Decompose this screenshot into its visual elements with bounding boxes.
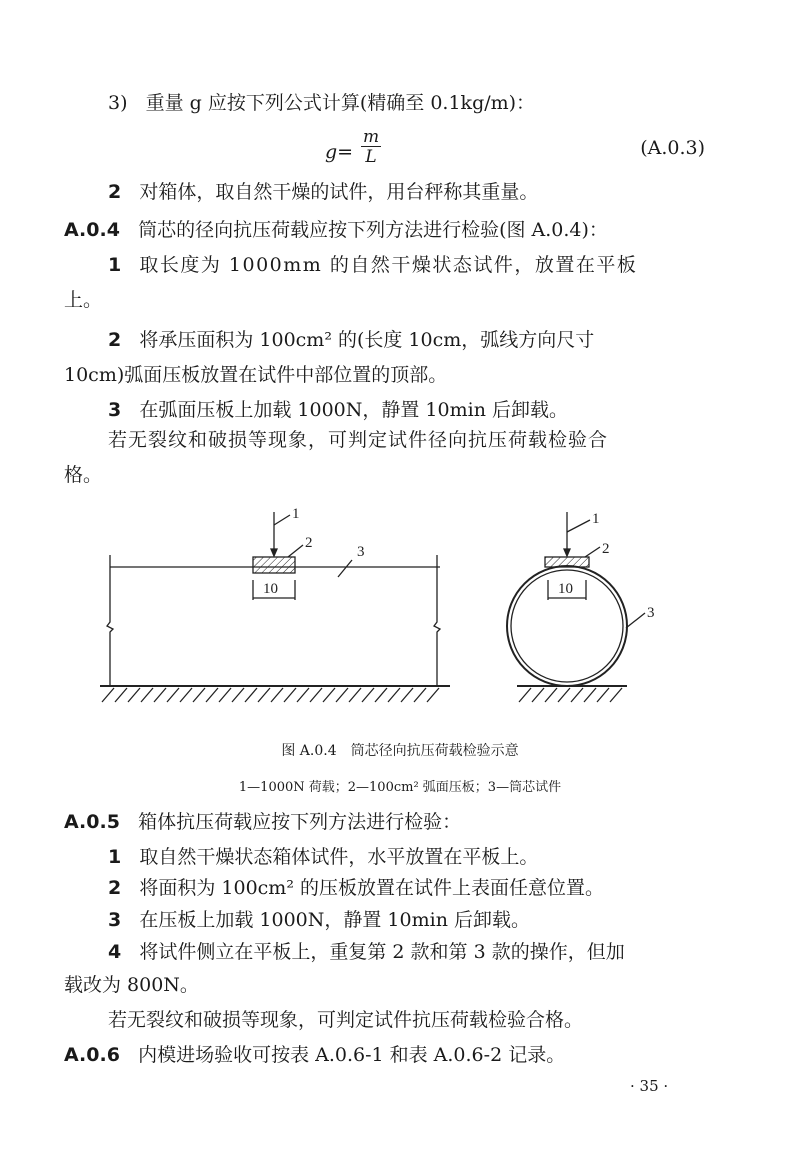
page-number: · 35 · [630, 1077, 669, 1095]
hatch-stroke [271, 688, 283, 702]
hatch-stroke [584, 688, 596, 702]
hatch-stroke [297, 688, 309, 702]
item-text: 载改为 800N。 [64, 974, 199, 996]
hatch-stroke [284, 688, 296, 702]
formula-denominator: L [365, 147, 377, 167]
label-3: 3 [647, 605, 655, 621]
label-3: 3 [357, 544, 365, 560]
item-text: 10cm)弧面压板放置在试件中部位置的顶部。 [64, 364, 448, 386]
hatch-stroke [545, 688, 557, 702]
leader-2 [585, 547, 600, 557]
clause-text: 箱体抗压荷载应按下列方法进行检验： [138, 811, 462, 833]
label-10: 10 [558, 581, 573, 597]
hatch-stroke [597, 688, 609, 702]
item-number: 1 [108, 846, 122, 868]
hatch-stroke [310, 688, 322, 702]
label-1: 1 [592, 511, 600, 527]
hatch-stroke [375, 688, 387, 702]
label-1: 1 [292, 506, 300, 522]
item-number: 3 [108, 399, 122, 421]
ground-hatch [102, 688, 439, 702]
hatch-stroke [154, 688, 166, 702]
item-text: 上。 [64, 289, 103, 311]
item-text: 若无裂纹和破损等现象，可判定试件抗压荷载检验合格。 [108, 1009, 584, 1031]
formula-tag: (A.0.3) [640, 137, 705, 159]
clause-number: A.0.6 [64, 1044, 120, 1066]
pressure-plate [253, 557, 295, 573]
item-text: 将试件侧立在平板上，重复第 2 款和第 3 款的操作，但加 [139, 941, 625, 963]
hatch-stroke [115, 688, 127, 702]
hatch-stroke [349, 688, 361, 702]
hatch-stroke [558, 688, 570, 702]
line-b4 [108, 908, 530, 932]
leader-1 [274, 515, 290, 525]
item-text: 将承压面积为 100cm² 的(长度 10cm，弧线方向尺寸 [139, 329, 595, 351]
right-edge-break [434, 555, 440, 686]
hatch-stroke [258, 688, 270, 702]
hatch-stroke [193, 688, 205, 702]
item-text: 对箱体，取自然干燥的试件，用台秤称其重量。 [139, 181, 539, 203]
leader-2 [288, 545, 303, 557]
item-text: 在压板上加载 1000N，静置 10min 后卸载。 [139, 909, 530, 931]
hatch-stroke [610, 688, 622, 702]
label-2: 2 [305, 535, 313, 551]
hatch-stroke [336, 688, 348, 702]
hatch-stroke [401, 688, 413, 702]
line-b3 [108, 876, 604, 900]
leader-1 [567, 520, 590, 532]
hatch-stroke [519, 688, 531, 702]
clause-number: A.0.5 [64, 811, 120, 833]
item-number: 3 [108, 909, 122, 931]
hatch-stroke [206, 688, 218, 702]
hatch-stroke [532, 688, 544, 702]
clause-number: A.0.4 [64, 219, 120, 241]
item-text: 将面积为 100cm² 的压板放置在试件上表面任意位置。 [139, 877, 604, 899]
item-text: 若无裂纹和破损等现象，可判定试件径向抗压荷载检验合 [108, 429, 609, 451]
leader-3 [626, 613, 645, 628]
item-number: 3) [108, 92, 128, 114]
hatch-stroke [323, 688, 335, 702]
left-edge-break [107, 555, 113, 686]
line-b2 [108, 845, 538, 869]
item-number: 2 [108, 877, 122, 899]
hatch-stroke [245, 688, 257, 702]
hatch-stroke [571, 688, 583, 702]
hatch-stroke [141, 688, 153, 702]
item-text: 重量 g 应按下列公式计算(精确至 0.1kg/m)： [145, 92, 536, 114]
ground-hatch [519, 688, 622, 702]
label-2: 2 [602, 541, 610, 557]
leader-3 [338, 560, 352, 577]
hatch-stroke [388, 688, 400, 702]
label-10: 10 [263, 581, 278, 597]
line-b5 [108, 940, 625, 964]
item-text: 取长度为 1000mm 的自然干燥状态试件，放置在平板 [139, 254, 638, 276]
clause-a-0-5 [64, 810, 461, 834]
hatch-stroke [362, 688, 374, 702]
longitudinal-view [100, 512, 450, 702]
item-text: 在弧面压板上加载 1000N，静置 10min 后卸载。 [139, 399, 568, 421]
cross-section-view [507, 512, 645, 702]
hatch-stroke [180, 688, 192, 702]
item-number: 2 [108, 329, 122, 351]
line-b6 [64, 973, 199, 997]
hatch-stroke [232, 688, 244, 702]
hatch-stroke [128, 688, 140, 702]
hatch-stroke [102, 688, 114, 702]
item-text: 取自然干燥状态箱体试件，水平放置在平板上。 [139, 846, 539, 868]
hatch-stroke [219, 688, 231, 702]
formula-lhs: g= [325, 141, 354, 163]
clause-text: 内模进场验收可按表 A.0.6-1 和表 A.0.6-2 记录。 [138, 1044, 566, 1066]
figure-caption-legend: 1—1000N 荷载；2—100cm² 弧面压板；3—筒芯试件 [238, 780, 562, 795]
item-number: 4 [108, 941, 122, 963]
line-b7 [108, 1008, 583, 1032]
item-number: 2 [108, 181, 122, 203]
item-text: 格。 [64, 464, 103, 486]
figure-caption-title: 图 A.0.4 筒芯径向抗压荷载检验示意 [281, 743, 519, 759]
hatch-stroke [427, 688, 439, 702]
arc-pressure-plate [545, 557, 589, 567]
item-number: 1 [108, 254, 122, 276]
hatch-stroke [414, 688, 426, 702]
hatch-stroke [167, 688, 179, 702]
clause-a-0-6 [64, 1043, 565, 1067]
formula-numerator: m [362, 127, 380, 147]
clause-text: 筒芯的径向抗压荷载应按下列方法进行检验(图 A.0.4)： [138, 219, 608, 241]
